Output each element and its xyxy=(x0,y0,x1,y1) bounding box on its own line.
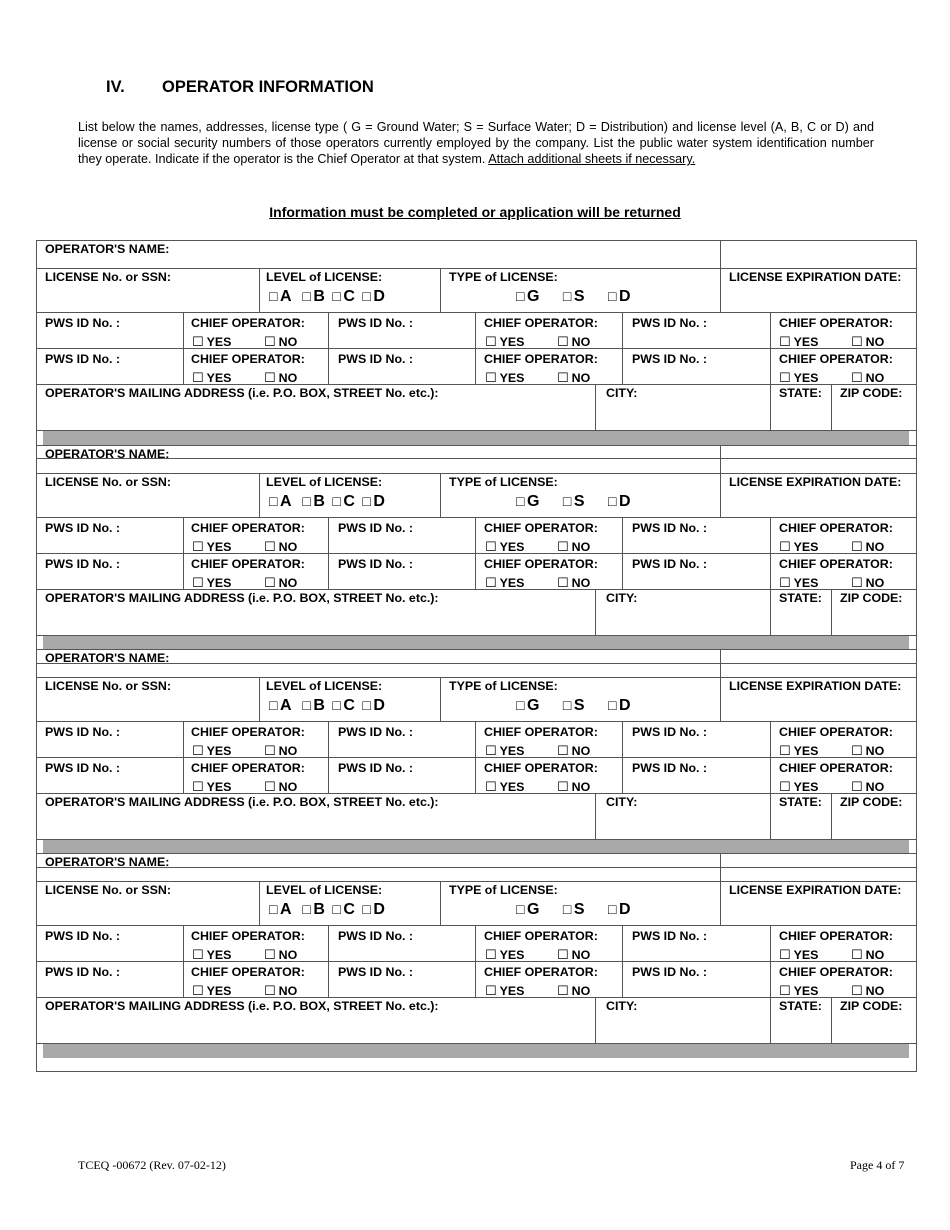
license-number-label: LICENSE No. or SSN: xyxy=(45,475,171,489)
chief-yes-label: YES xyxy=(499,371,525,385)
zip-code-label: ZIP CODE: xyxy=(840,591,903,605)
checkbox-icon[interactable]: ☐ xyxy=(851,370,863,385)
checkbox-icon[interactable]: ☐ xyxy=(264,983,276,998)
chief-no-checkbox[interactable] xyxy=(557,779,590,795)
license-type-label: TYPE of LICENSE: xyxy=(449,679,558,693)
chief-no-checkbox[interactable] xyxy=(557,370,590,386)
intro-paragraph xyxy=(78,119,874,167)
chief-yes-label: YES xyxy=(499,744,525,758)
chief-operator-label: CHIEF OPERATOR: xyxy=(191,929,305,943)
chief-yes-label: YES xyxy=(499,576,525,590)
checkbox-icon[interactable]: ☐ xyxy=(192,575,204,590)
checkbox-icon[interactable]: ☐ xyxy=(192,743,204,758)
chief-no-checkbox[interactable] xyxy=(851,334,884,350)
license-level-options xyxy=(269,697,385,715)
block-separator-bar xyxy=(43,636,909,650)
chief-yes-checkbox[interactable] xyxy=(485,743,524,759)
chief-no-checkbox[interactable] xyxy=(557,539,590,555)
level-a-checkbox[interactable]: □ A xyxy=(269,697,292,714)
checkbox-icon[interactable]: ☐ xyxy=(779,370,791,385)
checkbox-icon[interactable]: ☐ xyxy=(485,779,497,794)
level-a-checkbox[interactable]: □ A xyxy=(269,493,292,510)
chief-no-label: NO xyxy=(571,335,591,349)
section-number: IV. xyxy=(106,78,125,96)
chief-yes-checkbox[interactable] xyxy=(485,334,524,350)
chief-operator-label: CHIEF OPERATOR: xyxy=(779,352,893,366)
chief-yes-checkbox[interactable] xyxy=(779,743,818,759)
chief-no-label: NO xyxy=(865,335,885,349)
chief-no-label: NO xyxy=(278,744,298,758)
chief-yes-label: YES xyxy=(793,371,819,385)
level-c-checkbox[interactable]: □ C xyxy=(332,288,356,305)
chief-no-checkbox[interactable] xyxy=(557,983,590,999)
license-level-label: LEVEL of LICENSE: xyxy=(266,270,383,284)
chief-yes-checkbox[interactable] xyxy=(485,539,524,555)
chief-no-label: NO xyxy=(865,371,885,385)
chief-yes-checkbox[interactable] xyxy=(779,334,818,350)
section-heading xyxy=(106,78,374,97)
chief-operator-label: CHIEF OPERATOR: xyxy=(779,761,893,775)
type-s-checkbox[interactable]: □ S xyxy=(562,697,586,714)
chief-no-checkbox[interactable] xyxy=(851,779,884,795)
pws-id-label: PWS ID No. : xyxy=(338,521,414,535)
chief-yes-checkbox[interactable] xyxy=(485,947,524,963)
checkbox-icon[interactable]: ☐ xyxy=(192,334,204,349)
city-label: CITY: xyxy=(606,795,638,809)
pws-id-label: PWS ID No. : xyxy=(45,557,121,571)
chief-yes-label: YES xyxy=(499,984,525,998)
chief-yes-label: YES xyxy=(793,984,819,998)
pws-id-label: PWS ID No. : xyxy=(338,929,414,943)
type-g-checkbox[interactable]: □ G xyxy=(516,697,540,714)
operator-block-2 xyxy=(36,445,917,664)
chief-yes-label: YES xyxy=(206,371,232,385)
chief-no-checkbox[interactable] xyxy=(851,983,884,999)
pws-id-label: PWS ID No. : xyxy=(632,316,708,330)
chief-no-checkbox[interactable] xyxy=(851,947,884,963)
chief-yes-checkbox[interactable] xyxy=(192,743,231,759)
level-b-checkbox[interactable]: □ B xyxy=(302,493,326,510)
checkbox-icon[interactable]: ☐ xyxy=(557,334,569,349)
chief-yes-label: YES xyxy=(206,780,232,794)
chief-no-label: NO xyxy=(571,371,591,385)
checkbox-icon[interactable]: ☐ xyxy=(264,575,276,590)
checkbox-icon[interactable]: ☐ xyxy=(192,983,204,998)
chief-yes-checkbox[interactable] xyxy=(192,575,231,591)
chief-no-checkbox[interactable] xyxy=(264,539,297,555)
chief-yes-checkbox[interactable] xyxy=(779,983,818,999)
checkbox-icon[interactable]: ☐ xyxy=(851,743,863,758)
license-level-label: LEVEL of LICENSE: xyxy=(266,475,383,489)
level-d-checkbox[interactable]: □ D xyxy=(362,288,386,305)
checkbox-icon[interactable]: ☐ xyxy=(779,983,791,998)
checkbox-icon[interactable]: ☐ xyxy=(779,539,791,554)
chief-no-label: NO xyxy=(571,576,591,590)
intro-text: List below the names, addresses, license type ( G = Ground Water; S = Surface Water; D = Distribution) and license level (A, B, C or D) and license or social security numbers of those operators currently employed by the company. List the public water system identification number they operate. Indicate if the operator is the Chief Operator at that system. xyxy=(78,120,874,166)
license-level-options xyxy=(269,493,385,511)
chief-no-checkbox[interactable] xyxy=(851,539,884,555)
checkbox-icon[interactable]: ☐ xyxy=(851,983,863,998)
chief-no-label: NO xyxy=(865,780,885,794)
chief-no-checkbox[interactable] xyxy=(557,575,590,591)
level-d-checkbox[interactable]: □ D xyxy=(362,493,386,510)
page-number: Page 4 of 7 xyxy=(850,1158,905,1172)
pws-id-label: PWS ID No. : xyxy=(338,761,414,775)
chief-yes-label: YES xyxy=(793,335,819,349)
license-type-options xyxy=(516,288,631,306)
checkbox-icon[interactable]: ☐ xyxy=(779,947,791,962)
license-expiration-label: LICENSE EXPIRATION DATE: xyxy=(729,475,902,489)
section-title: OPERATOR INFORMATION xyxy=(162,78,374,96)
chief-yes-checkbox[interactable] xyxy=(485,983,524,999)
zip-code-label: ZIP CODE: xyxy=(840,999,903,1013)
checkbox-icon[interactable]: ☐ xyxy=(192,779,204,794)
pws-id-label: PWS ID No. : xyxy=(632,965,708,979)
chief-no-label: NO xyxy=(571,948,591,962)
chief-no-checkbox[interactable] xyxy=(264,947,297,963)
form-number: TCEQ -00672 (Rev. 07-02-12) xyxy=(78,1158,226,1172)
checkbox-icon[interactable]: ☐ xyxy=(485,575,497,590)
license-expiration-label: LICENSE EXPIRATION DATE: xyxy=(729,883,902,897)
chief-operator-label: CHIEF OPERATOR: xyxy=(484,965,598,979)
chief-operator-label: CHIEF OPERATOR: xyxy=(779,316,893,330)
completion-notice: Information must be completed or application will be returned xyxy=(269,204,681,220)
chief-no-checkbox[interactable] xyxy=(264,743,297,759)
chief-operator-label: CHIEF OPERATOR: xyxy=(484,725,598,739)
license-level-label: LEVEL of LICENSE: xyxy=(266,679,383,693)
checkbox-icon[interactable]: ☐ xyxy=(779,334,791,349)
level-d-checkbox[interactable]: □ D xyxy=(362,697,386,714)
license-type-label: TYPE of LICENSE: xyxy=(449,883,558,897)
level-a-checkbox[interactable]: □ A xyxy=(269,901,292,918)
chief-no-label: NO xyxy=(278,780,298,794)
checkbox-icon[interactable]: ☐ xyxy=(264,370,276,385)
license-expiration-label: LICENSE EXPIRATION DATE: xyxy=(729,270,902,284)
operator-block-4 xyxy=(36,853,917,1072)
chief-no-checkbox[interactable] xyxy=(264,779,297,795)
chief-no-label: NO xyxy=(865,540,885,554)
checkbox-icon[interactable]: ☐ xyxy=(557,539,569,554)
chief-yes-checkbox[interactable] xyxy=(485,370,524,386)
chief-yes-checkbox[interactable] xyxy=(779,370,818,386)
chief-yes-label: YES xyxy=(793,948,819,962)
checkbox-icon[interactable]: ☐ xyxy=(485,539,497,554)
chief-operator-label: CHIEF OPERATOR: xyxy=(484,352,598,366)
level-c-checkbox[interactable]: □ C xyxy=(332,493,356,510)
chief-no-checkbox[interactable] xyxy=(851,575,884,591)
chief-yes-label: YES xyxy=(206,948,232,962)
city-label: CITY: xyxy=(606,999,638,1013)
chief-no-checkbox[interactable] xyxy=(851,743,884,759)
pws-id-label: PWS ID No. : xyxy=(632,521,708,535)
checkbox-icon[interactable]: ☐ xyxy=(557,779,569,794)
license-type-label: TYPE of LICENSE: xyxy=(449,475,558,489)
license-expiration-label: LICENSE EXPIRATION DATE: xyxy=(729,679,902,693)
pws-id-label: PWS ID No. : xyxy=(338,352,414,366)
checkbox-icon[interactable]: ☐ xyxy=(485,947,497,962)
chief-operator-label: CHIEF OPERATOR: xyxy=(191,352,305,366)
chief-yes-checkbox[interactable] xyxy=(779,947,818,963)
type-g-checkbox[interactable]: □ G xyxy=(516,901,540,918)
chief-yes-label: YES xyxy=(793,780,819,794)
chief-no-label: NO xyxy=(865,744,885,758)
pws-id-label: PWS ID No. : xyxy=(632,557,708,571)
level-b-checkbox[interactable]: □ B xyxy=(302,901,326,918)
license-level-options xyxy=(269,901,385,919)
level-c-checkbox[interactable]: □ C xyxy=(332,697,356,714)
type-g-checkbox[interactable]: □ G xyxy=(516,288,540,305)
chief-yes-checkbox[interactable] xyxy=(779,575,818,591)
chief-no-checkbox[interactable] xyxy=(264,983,297,999)
chief-operator-label: CHIEF OPERATOR: xyxy=(779,725,893,739)
chief-yes-label: YES xyxy=(499,780,525,794)
checkbox-icon[interactable]: ☐ xyxy=(779,575,791,590)
pws-id-label: PWS ID No. : xyxy=(632,929,708,943)
checkbox-icon[interactable]: ☐ xyxy=(557,983,569,998)
chief-yes-label: YES xyxy=(793,744,819,758)
chief-no-checkbox[interactable] xyxy=(851,370,884,386)
checkbox-icon[interactable]: ☐ xyxy=(192,539,204,554)
chief-no-checkbox[interactable] xyxy=(557,947,590,963)
chief-operator-label: CHIEF OPERATOR: xyxy=(484,929,598,943)
operator-name-label: OPERATOR'S NAME: xyxy=(45,651,170,665)
state-label: STATE: xyxy=(779,591,822,605)
chief-yes-label: YES xyxy=(793,576,819,590)
chief-yes-label: YES xyxy=(206,335,232,349)
chief-yes-checkbox[interactable] xyxy=(192,779,231,795)
checkbox-icon[interactable]: ☐ xyxy=(557,370,569,385)
chief-yes-label: YES xyxy=(499,948,525,962)
chief-no-label: NO xyxy=(571,540,591,554)
chief-no-label: NO xyxy=(278,540,298,554)
chief-yes-label: YES xyxy=(206,984,232,998)
mailing-address-label: OPERATOR'S MAILING ADDRESS (i.e. P.O. BOX, STREET No. etc.): xyxy=(45,999,439,1013)
chief-no-checkbox[interactable] xyxy=(557,334,590,350)
chief-no-checkbox[interactable] xyxy=(264,575,297,591)
checkbox-icon[interactable]: ☐ xyxy=(485,743,497,758)
city-label: CITY: xyxy=(606,386,638,400)
state-label: STATE: xyxy=(779,386,822,400)
checkbox-icon[interactable]: ☐ xyxy=(192,370,204,385)
checkbox-icon[interactable]: ☐ xyxy=(264,779,276,794)
block-separator-bar xyxy=(43,840,909,854)
checkbox-icon[interactable]: ☐ xyxy=(264,539,276,554)
chief-yes-checkbox[interactable] xyxy=(192,983,231,999)
block-separator-bar xyxy=(43,1044,909,1058)
checkbox-icon[interactable]: ☐ xyxy=(485,370,497,385)
chief-yes-label: YES xyxy=(206,744,232,758)
chief-no-label: NO xyxy=(571,780,591,794)
pws-id-label: PWS ID No. : xyxy=(632,725,708,739)
pws-id-label: PWS ID No. : xyxy=(45,929,121,943)
chief-no-checkbox[interactable] xyxy=(264,334,297,350)
type-d-checkbox[interactable]: □ D xyxy=(607,288,631,305)
level-a-checkbox[interactable]: □ A xyxy=(269,288,292,305)
mailing-address-label: OPERATOR'S MAILING ADDRESS (i.e. P.O. BOX, STREET No. etc.): xyxy=(45,795,439,809)
license-number-label: LICENSE No. or SSN: xyxy=(45,883,171,897)
state-label: STATE: xyxy=(779,999,822,1013)
license-type-options xyxy=(516,901,631,919)
chief-yes-label: YES xyxy=(793,540,819,554)
level-b-checkbox[interactable]: □ B xyxy=(302,697,326,714)
level-c-checkbox[interactable]: □ C xyxy=(332,901,356,918)
block-separator-bar xyxy=(43,431,909,445)
chief-operator-label: CHIEF OPERATOR: xyxy=(191,521,305,535)
chief-yes-checkbox[interactable] xyxy=(192,370,231,386)
license-level-label: LEVEL of LICENSE: xyxy=(266,883,383,897)
pws-id-label: PWS ID No. : xyxy=(45,761,121,775)
mailing-address-label: OPERATOR'S MAILING ADDRESS (i.e. P.O. BOX, STREET No. etc.): xyxy=(45,591,439,605)
chief-no-label: NO xyxy=(278,335,298,349)
mailing-address-label: OPERATOR'S MAILING ADDRESS (i.e. P.O. BOX, STREET No. etc.): xyxy=(45,386,439,400)
chief-yes-checkbox[interactable] xyxy=(779,779,818,795)
chief-yes-checkbox[interactable] xyxy=(485,779,524,795)
chief-yes-checkbox[interactable] xyxy=(779,539,818,555)
type-d-checkbox[interactable]: □ D xyxy=(607,901,631,918)
checkbox-icon[interactable]: ☐ xyxy=(557,947,569,962)
checkbox-icon[interactable]: ☐ xyxy=(851,779,863,794)
pws-id-label: PWS ID No. : xyxy=(632,352,708,366)
chief-operator-label: CHIEF OPERATOR: xyxy=(779,521,893,535)
checkbox-icon[interactable]: ☐ xyxy=(485,983,497,998)
chief-operator-label: CHIEF OPERATOR: xyxy=(779,965,893,979)
chief-operator-label: CHIEF OPERATOR: xyxy=(484,316,598,330)
pws-id-label: PWS ID No. : xyxy=(338,725,414,739)
operator-block-3 xyxy=(36,649,917,868)
operator-block-1 xyxy=(36,240,917,459)
chief-yes-label: YES xyxy=(499,540,525,554)
chief-operator-label: CHIEF OPERATOR: xyxy=(484,557,598,571)
chief-no-label: NO xyxy=(278,984,298,998)
attach-sheets-note: Attach additional sheets if necessary. xyxy=(488,152,696,166)
chief-no-label: NO xyxy=(865,984,885,998)
pws-id-label: PWS ID No. : xyxy=(338,557,414,571)
chief-no-label: NO xyxy=(278,576,298,590)
chief-yes-checkbox[interactable] xyxy=(192,334,231,350)
chief-no-label: NO xyxy=(865,948,885,962)
checkbox-icon[interactable]: ☐ xyxy=(779,779,791,794)
type-g-checkbox[interactable]: □ G xyxy=(516,493,540,510)
license-type-options xyxy=(516,697,631,715)
chief-yes-label: YES xyxy=(206,576,232,590)
license-level-options xyxy=(269,288,385,306)
chief-yes-checkbox[interactable] xyxy=(485,575,524,591)
chief-operator-label: CHIEF OPERATOR: xyxy=(191,965,305,979)
pws-id-label: PWS ID No. : xyxy=(338,965,414,979)
license-type-label: TYPE of LICENSE: xyxy=(449,270,558,284)
checkbox-icon[interactable]: ☐ xyxy=(851,334,863,349)
type-s-checkbox[interactable]: □ S xyxy=(562,493,586,510)
checkbox-icon[interactable]: ☐ xyxy=(779,743,791,758)
chief-no-label: NO xyxy=(865,576,885,590)
chief-operator-label: CHIEF OPERATOR: xyxy=(191,316,305,330)
chief-yes-label: YES xyxy=(206,540,232,554)
level-d-checkbox[interactable]: □ D xyxy=(362,901,386,918)
type-d-checkbox[interactable]: □ D xyxy=(607,697,631,714)
checkbox-icon[interactable]: ☐ xyxy=(264,743,276,758)
type-s-checkbox[interactable]: □ S xyxy=(562,901,586,918)
operator-name-label: OPERATOR'S NAME: xyxy=(45,855,170,869)
pws-id-label: PWS ID No. : xyxy=(45,316,121,330)
chief-operator-label: CHIEF OPERATOR: xyxy=(191,761,305,775)
pws-id-label: PWS ID No. : xyxy=(45,725,121,739)
pws-id-label: PWS ID No. : xyxy=(45,965,121,979)
pws-id-label: PWS ID No. : xyxy=(45,352,121,366)
chief-yes-checkbox[interactable] xyxy=(192,539,231,555)
operator-name-label: OPERATOR'S NAME: xyxy=(45,242,170,256)
operator-name-label: OPERATOR'S NAME: xyxy=(45,447,170,461)
city-label: CITY: xyxy=(606,591,638,605)
checkbox-icon[interactable]: ☐ xyxy=(192,947,204,962)
level-b-checkbox[interactable]: □ B xyxy=(302,288,326,305)
checkbox-icon[interactable]: ☐ xyxy=(851,539,863,554)
chief-operator-label: CHIEF OPERATOR: xyxy=(484,761,598,775)
chief-operator-label: CHIEF OPERATOR: xyxy=(191,725,305,739)
pws-id-label: PWS ID No. : xyxy=(632,761,708,775)
license-type-options xyxy=(516,493,631,511)
chief-no-label: NO xyxy=(278,948,298,962)
chief-operator-label: CHIEF OPERATOR: xyxy=(191,557,305,571)
checkbox-icon[interactable]: ☐ xyxy=(485,334,497,349)
type-s-checkbox[interactable]: □ S xyxy=(562,288,586,305)
checkbox-icon[interactable]: ☐ xyxy=(264,947,276,962)
checkbox-icon[interactable]: ☐ xyxy=(851,575,863,590)
checkbox-icon[interactable]: ☐ xyxy=(264,334,276,349)
checkbox-icon[interactable]: ☐ xyxy=(557,743,569,758)
type-d-checkbox[interactable]: □ D xyxy=(607,493,631,510)
chief-operator-label: CHIEF OPERATOR: xyxy=(779,929,893,943)
license-number-label: LICENSE No. or SSN: xyxy=(45,270,171,284)
chief-no-checkbox[interactable] xyxy=(264,370,297,386)
pws-id-label: PWS ID No. : xyxy=(338,316,414,330)
chief-operator-label: CHIEF OPERATOR: xyxy=(484,521,598,535)
chief-no-label: NO xyxy=(571,984,591,998)
chief-no-label: NO xyxy=(278,371,298,385)
chief-yes-label: YES xyxy=(499,335,525,349)
pws-id-label: PWS ID No. : xyxy=(45,521,121,535)
checkbox-icon[interactable]: ☐ xyxy=(851,947,863,962)
zip-code-label: ZIP CODE: xyxy=(840,795,903,809)
chief-operator-label: CHIEF OPERATOR: xyxy=(779,557,893,571)
chief-no-checkbox[interactable] xyxy=(557,743,590,759)
license-number-label: LICENSE No. or SSN: xyxy=(45,679,171,693)
chief-yes-checkbox[interactable] xyxy=(192,947,231,963)
chief-no-label: NO xyxy=(571,744,591,758)
checkbox-icon[interactable]: ☐ xyxy=(557,575,569,590)
zip-code-label: ZIP CODE: xyxy=(840,386,903,400)
state-label: STATE: xyxy=(779,795,822,809)
